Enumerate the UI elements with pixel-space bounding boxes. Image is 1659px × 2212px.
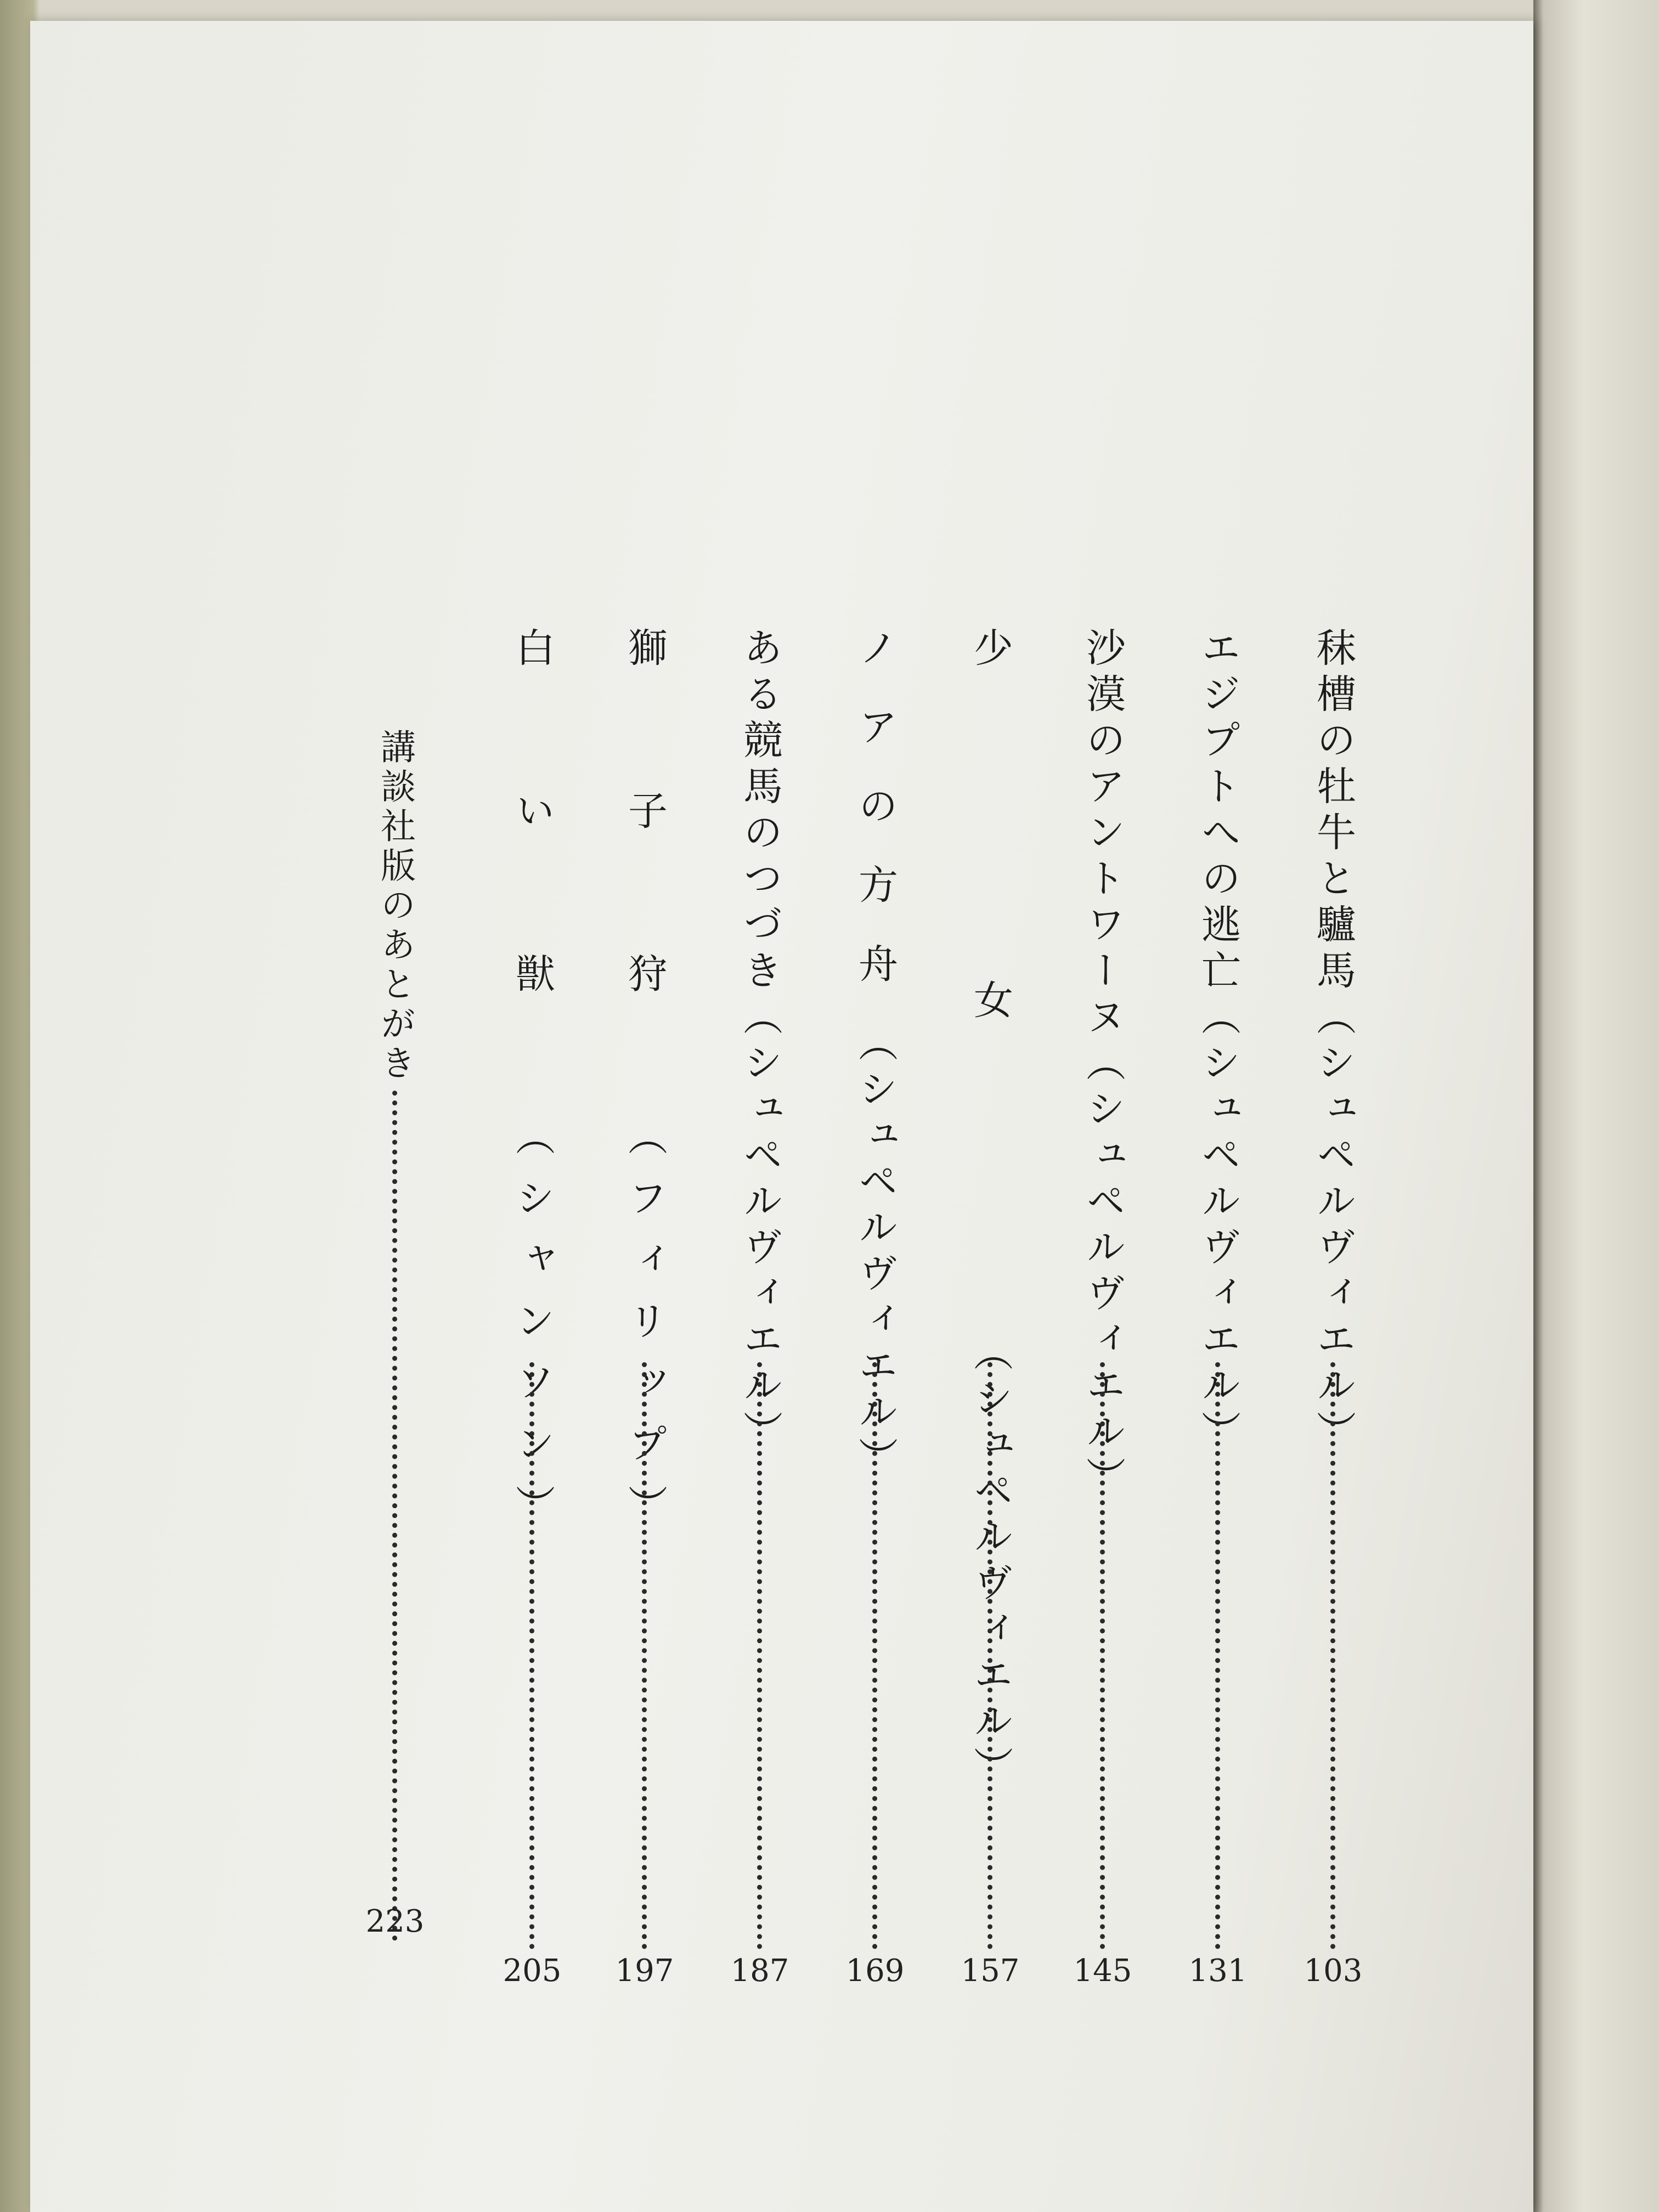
- dot-leader: [872, 1362, 883, 1949]
- toc-entry: [730, 627, 790, 1989]
- toc-page-number: 197: [615, 1953, 674, 1989]
- toc-entry-title: 秣槽の牡牛と驢馬（シュペルヴィエル）: [1310, 627, 1356, 1457]
- toc-entry: [1188, 627, 1248, 1989]
- dot-leader: [392, 1091, 403, 1941]
- toc-entry: [614, 627, 675, 1989]
- toc-entry: [1303, 627, 1363, 1989]
- dot-leader: [1330, 1362, 1341, 1949]
- toc-entry: [1073, 627, 1133, 1989]
- book-page: [30, 21, 1533, 2212]
- dot-leader: [529, 1362, 540, 1949]
- dot-leader: [642, 1362, 652, 1949]
- dot-leader: [757, 1362, 768, 1949]
- dot-leader: [1215, 1362, 1226, 1949]
- toc-page-number: 205: [503, 1953, 562, 1989]
- toc-page-number: 157: [961, 1953, 1020, 1989]
- toc-page-number: 223: [365, 1904, 425, 1939]
- toc-entry-title: 獅子狩（フィリップ）: [622, 627, 668, 1546]
- toc-entry-title: ある競馬のつづき（シュペルヴィエル）: [737, 627, 783, 1457]
- dot-leader: [988, 1362, 998, 1949]
- toc-entry-afterword: [365, 729, 425, 2078]
- next-page-edge: [1533, 0, 1659, 2212]
- toc-page-number: 169: [845, 1953, 905, 1989]
- toc-page-number: 145: [1073, 1953, 1132, 1989]
- toc-entry-title: 少女（シュペルヴィエル）: [967, 627, 1013, 1792]
- toc-entry-title: 講談社版のあとがき: [375, 729, 415, 1084]
- toc-page-number: 103: [1304, 1953, 1363, 1989]
- toc-entry-title: ノアの方舟（シュペルヴィエル）: [852, 627, 898, 1483]
- dot-leader: [1100, 1362, 1110, 1949]
- toc-entry-title: 沙漠のアントワーヌ（シュペルヴィエル）: [1080, 627, 1126, 1503]
- toc-entry-title: 白い獣（シャンソン）: [509, 627, 555, 1546]
- toc-entry: [845, 627, 905, 1989]
- toc-entry: [960, 627, 1020, 1989]
- toc-page-number: 131: [1188, 1953, 1248, 1989]
- toc-entry: [502, 627, 562, 1989]
- toc-page-number: 187: [730, 1953, 789, 1989]
- toc-entry-title: エジプトへの逃亡（シュペルヴィエル）: [1195, 627, 1241, 1457]
